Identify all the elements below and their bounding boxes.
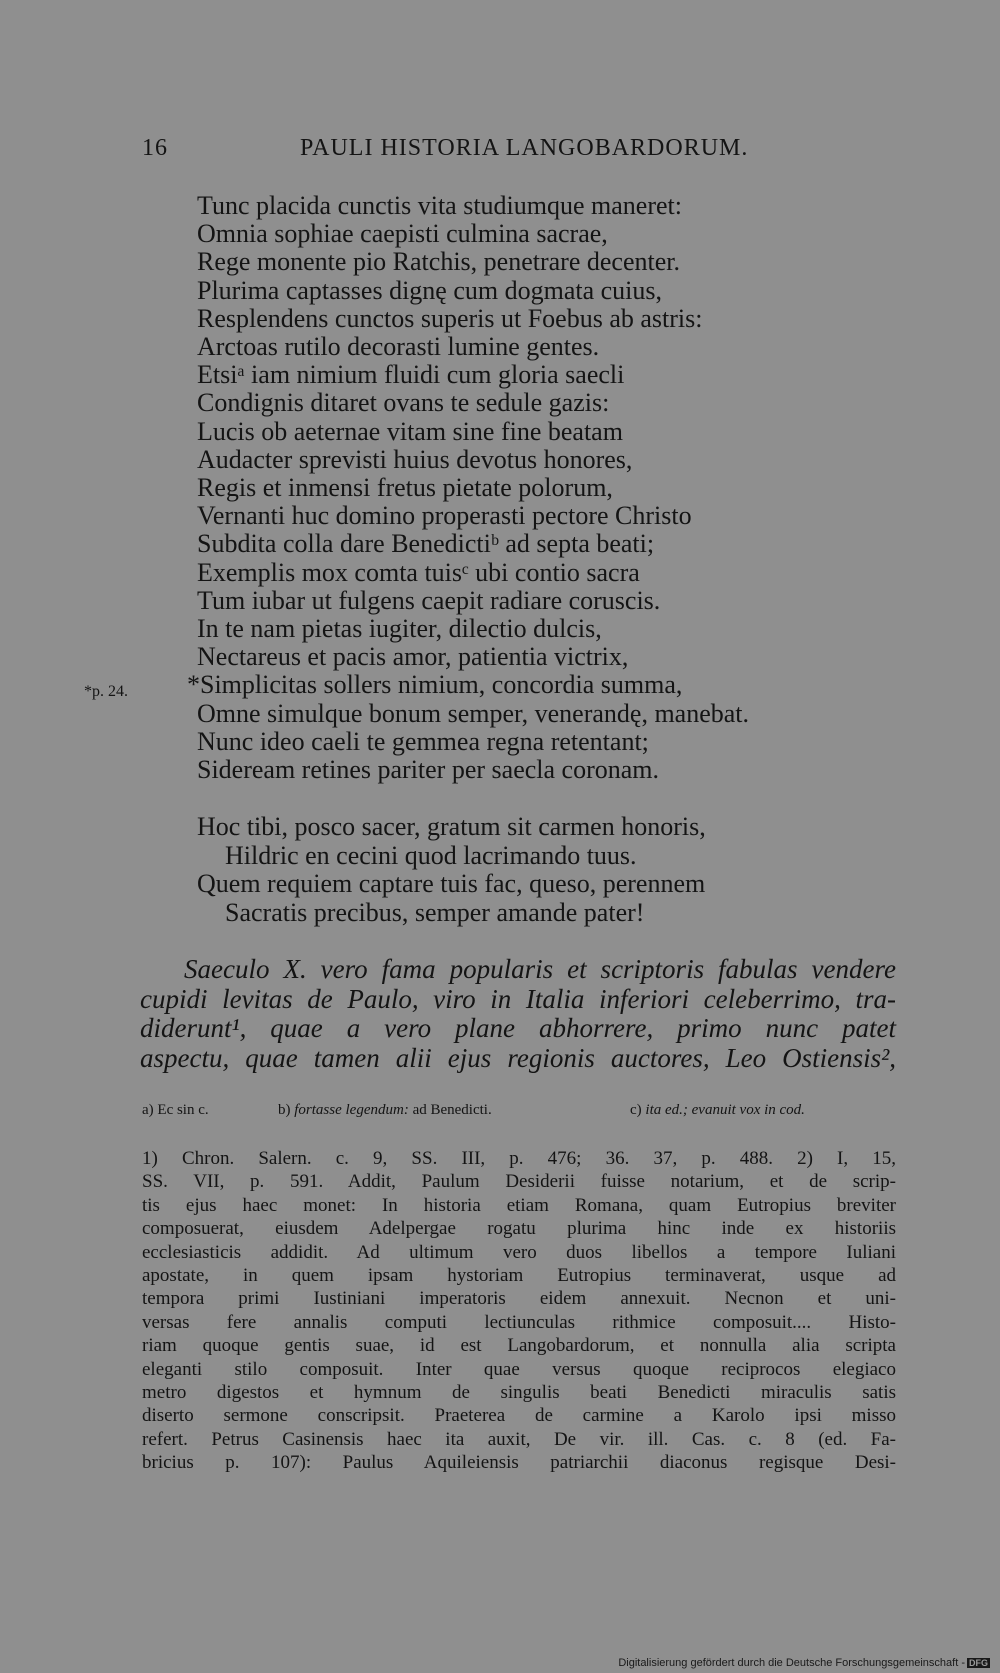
prose-line: Saeculo X. vero fama popularis et scriptoris fabulas vendere (184, 954, 896, 984)
apparatus-note-b (278, 1102, 492, 1119)
hexameter-line: Hoc tibi, posco sacer, gratum sit carmen honoris, (197, 812, 706, 841)
verse-line: Tum iubar ut fulgens caepit radiare coruscis. (197, 585, 661, 615)
footnote-line: SS. VII, p. 591. Addit, Paulum Desiderii fuisse notarium, et de scrip- (142, 1171, 896, 1193)
verse-line: Lucis ob aeternae vitam sine fine beatam (197, 416, 623, 446)
verse-line: Resplendens cunctos superis ut Foebus ab astris: (197, 303, 703, 333)
prose-line: diderunt¹, quae a vero plane abhorrere, primo nunc patet (140, 1013, 896, 1043)
verse-line: Audacter sprevisti huius devotus honores, (197, 444, 633, 474)
note-italic: ita ed.; evanuit vox in cod. (645, 1102, 805, 1118)
note-italic: fortasse legendum: (294, 1102, 409, 1118)
footnote-line: versas fere annalis computi lectiunculas rithmice composuit.... Histo- (142, 1311, 896, 1333)
footnote-line: ecclesiasticis addidit. Ad ultimum vero duos libellos a tempore Iuliani (142, 1241, 896, 1263)
apparatus-note-c (630, 1102, 805, 1119)
footnote-line: riam quoque gentis suae, id est Langobardorum, et nonnulla alia scripta (142, 1335, 896, 1357)
footnote-line: composuerat, eiusdem Adelpergae rogatu plurima hinc inde ex historiis (142, 1218, 896, 1240)
hexameter-line: Quem requiem captare tuis fac, queso, perennem (197, 869, 706, 898)
verse-line: Exemplis mox comta tuisᶜ ubi contio sacra (197, 557, 640, 587)
verse-line: Subdita colla dare Benedictiᵇ ad septa beati; (197, 529, 655, 559)
footnote-line: refert. Petrus Casinensis haec ita auxit, De vir. ill. Cas. c. 8 (ed. Fa- (142, 1428, 896, 1450)
margin-page-reference: *p. 24. (84, 683, 128, 700)
prose-line: aspectu, quae tamen alii ejus regionis auctores, Leo Ostiensis², (140, 1042, 896, 1073)
note-text: ad Benedicti. (412, 1102, 492, 1118)
verse-line: Tunc placida cunctis vita studiumque maneret: (197, 191, 682, 220)
pentameter-line: Hildric en cecini quod lacrimando tuus. (225, 840, 637, 870)
verse-line: Etsiᵃ iam nimium fluidi cum gloria saecli (197, 360, 625, 390)
footnote-line: tempora primi Iustiniani imperatoris eidem annexuit. Necnon et uni- (142, 1288, 896, 1310)
verse-line: Vernanti huc domino properasti pectore Christo (197, 501, 692, 531)
note-label: c) (630, 1102, 642, 1118)
footnote-line: tis ejus haec monet: In historia etiam Romana, quam Eutropius breviter (142, 1194, 896, 1216)
verse-line: Omne simulque bonum semper, venerandę, manebat. (197, 698, 750, 728)
footnotes (142, 1147, 896, 1475)
credit-text: Digitalisierung gefördert durch die Deutsche Forschungsgemeinschaft - (618, 1657, 965, 1669)
verse-line: Arctoas rutilo decorasti lumine gentes. (197, 332, 600, 362)
apparatus-note-a: a) Ec sin c. (142, 1102, 209, 1118)
footnote-line: eleganti stilo composuit. Inter quae versus quoque reciprocos elegiaco (142, 1358, 896, 1380)
verse-line: Omnia sophiae caepisti culmina sacrae, (197, 219, 608, 249)
footnote-line: metro digestos et hymnum de singulis beati Benedicti miraculis satis (142, 1382, 896, 1404)
dfg-logo: DFG (969, 1658, 988, 1668)
footnote-line: diserto sermone conscripsit. Praeterea de carmine a Karolo ipsi misso (142, 1405, 896, 1427)
prose-paragraph (140, 955, 896, 1073)
prose-line: cupidi levitas de Paulo, viro in Italia inferiori celeberrimo, tra- (140, 983, 896, 1014)
footnote-line: 1) Chron. Salern. c. 9, SS. III, p. 476; 36. 37, p. 488. 2) I, 15, (142, 1148, 896, 1169)
verse-line: Condignis ditaret ovans te sedule gazis: (197, 388, 610, 418)
verse-line: Nunc ideo caeli te gemmea regna retentant; (197, 726, 649, 756)
verse-line: *Simplicitas sollers nimium, concordia summa, (187, 670, 683, 700)
verse-line: Nectareus et pacis amor, patientia victrix, (197, 642, 629, 672)
verse-line: Rege monente pio Ratchis, penetrare decenter. (197, 247, 680, 277)
verse-line: Regis et inmensi fretus pietate polorum, (197, 473, 613, 503)
running-title: PAULI HISTORIA LANGOBARDORUM. (300, 135, 749, 161)
verse-line: In te nam pietas iugiter, dilectio dulcis, (197, 614, 602, 644)
verse-line: Plurima captasses dignę cum dogmata cuius, (197, 275, 663, 305)
note-label: b) (278, 1102, 291, 1118)
footnote-line: bricius p. 107): Paulus Aquileiensis patriarchii diaconus regisque Desi- (142, 1452, 896, 1474)
page-number: 16 (142, 135, 168, 161)
digitization-credit (618, 1657, 990, 1669)
poem-body (187, 191, 750, 785)
verse-line: Sideream retines pariter per saecla coronam. (197, 755, 659, 785)
elegiac-couplets (197, 813, 706, 927)
footnote-line: apostate, in quem ipsam hystoriam Eutropius terminaverat, usque ad (142, 1265, 896, 1287)
pentameter-line: Sacratis precibus, semper amande pater! (225, 897, 645, 927)
